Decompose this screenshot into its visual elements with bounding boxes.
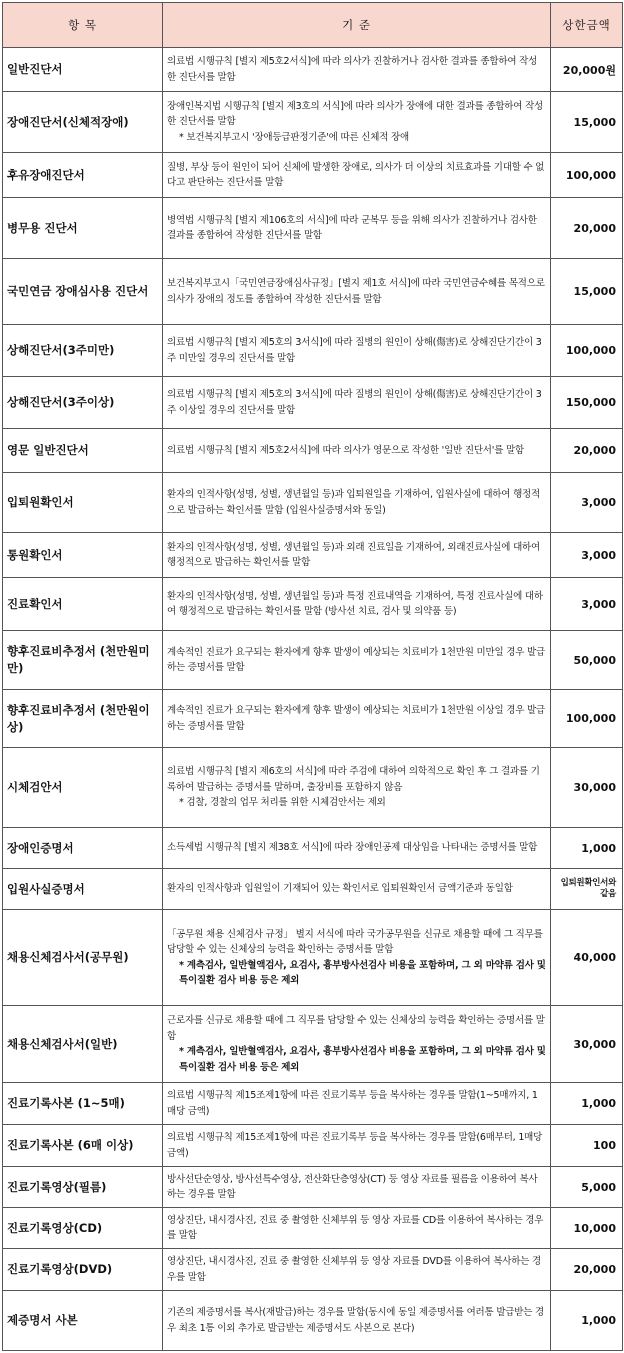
row-amount: 50,000 [551,631,623,690]
row-desc: 의료법 시행규칙 [별지 제6호의 서식]에 따라 주검에 대하여 의학적으로 확인 후 그 결과를 기록하여 발급하는 증명서를 말하며, 출장비를 포함하지 않음 [167,766,540,793]
row-desc: 질병, 부상 등이 원인이 되어 신체에 발생한 장애로, 의사가 더 이상의 치료효과를 기대할 수 없다고 판단하는 진단서를 말함 [163,153,551,198]
table-row [3,1167,623,1208]
row-name: 진료기록사본 (1~5매) [3,1083,163,1125]
row-desc: 장애인복지법 시행규칙 [별지 제3호의 서식]에 따라 의사가 장애에 대한 결과를 종합하여 작성한 진단서를 말함 [167,100,544,128]
row-name: 채용신체검사서(일반) [3,1006,163,1083]
table-row [3,869,623,910]
header-standard: 기 준 [163,3,551,48]
row-name: 국민연금 장애심사용 진단서 [3,259,163,325]
row-note: * 보건복지부고시 '장애등급판정기준'에 따른 신체적 장애 [179,131,409,143]
table-row [3,1249,623,1291]
row-desc: 「공무원 채용 신체검사 규정」 별지 서식에 따라 국가공무원을 신규로 채용할 때에 그 직무를 담당할 수 있는 신체상의 능력을 확인하는 증명서를 말함 [167,928,543,955]
table-row [3,690,623,748]
row-desc: 영상진단, 내시경사진, 진료 중 촬영한 신체부위 등 영상 자료를 DVD를 이용하여 복사하는 경우를 말함 [163,1249,551,1291]
table-row [3,473,623,533]
row-name: 향후진료비추정서 (천만원미만) [3,631,163,690]
fee-table [2,2,623,1351]
row-amount: 100,000 [551,325,623,377]
row-amount: 20,000 [551,1249,623,1291]
table-row [3,198,623,259]
row-note: * 검찰, 경찰의 업무 처리를 위한 시체검안서는 제외 [179,797,386,809]
header-max-amount: 상한금액 [551,3,623,48]
row-amount: 20,000원 [551,48,623,92]
table-row [3,429,623,473]
table-row [3,153,623,198]
row-name: 입퇴원확인서 [3,473,163,533]
row-amount: 입퇴원확인서와 같음 [551,869,623,910]
row-desc: 방사선단순영상, 방사선특수영상, 전산화단층영상(CT) 등 영상 자료를 필름을 이용하여 복사하는 경우를 말함 [163,1167,551,1208]
row-desc: 병역법 시행규칙 [별지 제106호의 서식]에 따라 군복무 등을 위해 의사가 진찰하거나 검사한 결과를 종합하여 작성한 진단서를 말함 [163,198,551,259]
row-desc: 보건복지부고시「국민연금장애심사규정」[별지 제1호 서식]에 따라 국민연금수혜를 목적으로 의사가 장애의 정도를 종합하여 작성한 진단서를 말함 [163,259,551,325]
row-desc: 계속적인 진료가 요구되는 환자에게 향후 발생이 예상되는 치료비가 1천만원 이상일 경우 발급하는 증명서를 말함 [163,690,551,748]
table-row [3,259,623,325]
row-name: 통원확인서 [3,533,163,578]
row-desc-cell [163,748,551,828]
header-row [3,3,623,48]
row-note: * 계측검사, 일반혈액검사, 요검사, 흉부방사선검사 비용을 포함하며, 그 외 마약류 검사 및 특이질환 검사 비용 등은 제외 [179,959,546,986]
row-name: 진료기록사본 (6매 이상) [3,1125,163,1167]
table-row [3,533,623,578]
table-row [3,1083,623,1125]
row-amount: 15,000 [551,92,623,153]
row-amount: 40,000 [551,910,623,1006]
table-row [3,910,623,1006]
row-desc: 의료법 시행규칙 [별지 제5호2서식]에 따라 의사가 영문으로 작성한 '일반 진단서'를 말함 [163,429,551,473]
row-amount: 100,000 [551,153,623,198]
row-desc: 기존의 제증명서를 복사(재발급)하는 경우를 말함(동시에 동일 제증명서를 여러통 발급받는 경우 최초 1통 이외 추가로 발급받는 제증명서도 사본으로 본다) [163,1291,551,1351]
row-name: 장애진단서(신체적장애) [3,92,163,153]
row-name: 진료기록영상(필름) [3,1167,163,1208]
row-desc-cell [163,92,551,153]
row-desc: 환자의 인적사항(성명, 성별, 생년월일 등)과 외래 진료일을 기재하여, 외래진료사실에 대하여 행정적으로 발급하는 확인서를 말함 [163,533,551,578]
row-amount: 1,000 [551,828,623,869]
row-amount: 20,000 [551,198,623,259]
row-name: 향후진료비추정서 (천만원이상) [3,690,163,748]
table-row [3,828,623,869]
row-desc: 의료법 시행규칙 제15조제1항에 따른 진료기록부 등을 복사하는 경우를 말함(6매부터, 1매당 금액) [163,1125,551,1167]
row-name: 병무용 진단서 [3,198,163,259]
row-amount: 100 [551,1125,623,1167]
row-desc: 환자의 인적사항과 입원일이 기재되어 있는 확인서로 입퇴원확인서 금액기준과 동일함 [163,869,551,910]
row-name: 일반진단서 [3,48,163,92]
row-name: 입원사실증명서 [3,869,163,910]
table-row [3,377,623,429]
row-amount: 3,000 [551,578,623,631]
row-name: 상해진단서(3주이상) [3,377,163,429]
row-desc: 환자의 인적사항(성명, 성별, 생년월일 등)과 입퇴원일을 기재하여, 입원사실에 대하여 행정적으로 발급하는 확인서를 말함 (입원사실증명서와 동일) [163,473,551,533]
row-desc: 계속적인 진료가 요구되는 환자에게 향후 발생이 예상되는 치료비가 1천만원 미만일 경우 발급하는 증명서를 말함 [163,631,551,690]
table-row [3,1208,623,1249]
table-row [3,48,623,92]
row-name: 채용신체검사서(공무원) [3,910,163,1006]
row-desc: 근로자를 신규로 채용할 때에 그 직무를 담당할 수 있는 신체상의 능력을 확인하는 증명서를 말함 [167,1015,545,1042]
row-amount: 3,000 [551,473,623,533]
row-desc-cell [163,1006,551,1083]
row-desc: 의료법 시행규칙 [별지 제5호2서식]에 따라 의사가 진찰하거나 검사한 결과를 종합하여 작성한 진단서를 말함 [163,48,551,92]
row-amount: 150,000 [551,377,623,429]
row-amount: 100,000 [551,690,623,748]
row-amount: 20,000 [551,429,623,473]
row-amount: 1,000 [551,1291,623,1351]
row-name: 후유장애진단서 [3,153,163,198]
table-row [3,631,623,690]
row-desc: 영상진단, 내시경사진, 진료 중 촬영한 신체부위 등 영상 자료를 CD를 이용하여 복사하는 경우를 말함 [163,1208,551,1249]
row-desc: 의료법 시행규칙 [별지 제5호의 3서식]에 따라 질병의 원인이 상해(傷害)로 상해진단기간이 3주 미만일 경우의 진단서를 말함 [163,325,551,377]
table-row [3,1291,623,1351]
row-desc-cell [163,910,551,1006]
row-name: 진료기록영상(CD) [3,1208,163,1249]
header-item: 항 목 [3,3,163,48]
row-note: * 계측검사, 일반혈액검사, 요검사, 흉부방사선검사 비용을 포함하며, 그 외 마약류 검사 및 특이질환 검사 비용 등은 제외 [179,1046,546,1073]
table-row [3,325,623,377]
row-name: 장애인증명서 [3,828,163,869]
row-name: 영문 일반진단서 [3,429,163,473]
row-name: 시체검안서 [3,748,163,828]
row-desc: 환자의 인적사항(성명, 성별, 생년월일 등)과 특정 진료내역을 기재하여, 특정 진료사실에 대하여 행정적으로 발급하는 확인서를 말함 (방사선 치료, 검사 및 의약품 등) [163,578,551,631]
table-row [3,92,623,153]
row-amount: 30,000 [551,1006,623,1083]
table-row [3,578,623,631]
row-name: 제증명서 사본 [3,1291,163,1351]
row-name: 진료확인서 [3,578,163,631]
row-desc: 의료법 시행규칙 제15조제1항에 따른 진료기록부 등을 복사하는 경우를 말함(1~5매까지, 1매당 금액) [163,1083,551,1125]
row-amount: 3,000 [551,533,623,578]
row-amount: 30,000 [551,748,623,828]
table-row [3,748,623,828]
row-amount: 5,000 [551,1167,623,1208]
row-desc: 의료법 시행규칙 [별지 제5호의 3서식]에 따라 질병의 원인이 상해(傷害)로 상해진단기간이 3주 이상일 경우의 진단서를 말함 [163,377,551,429]
row-amount: 10,000 [551,1208,623,1249]
row-name: 상해진단서(3주미만) [3,325,163,377]
row-desc: 소득세법 시행규칙 [별지 제38호 서식]에 따라 장애인공제 대상임을 나타내는 증명서를 말함 [163,828,551,869]
row-amount: 15,000 [551,259,623,325]
table-row [3,1125,623,1167]
row-name: 진료기록영상(DVD) [3,1249,163,1291]
row-amount: 1,000 [551,1083,623,1125]
table-row [3,1006,623,1083]
